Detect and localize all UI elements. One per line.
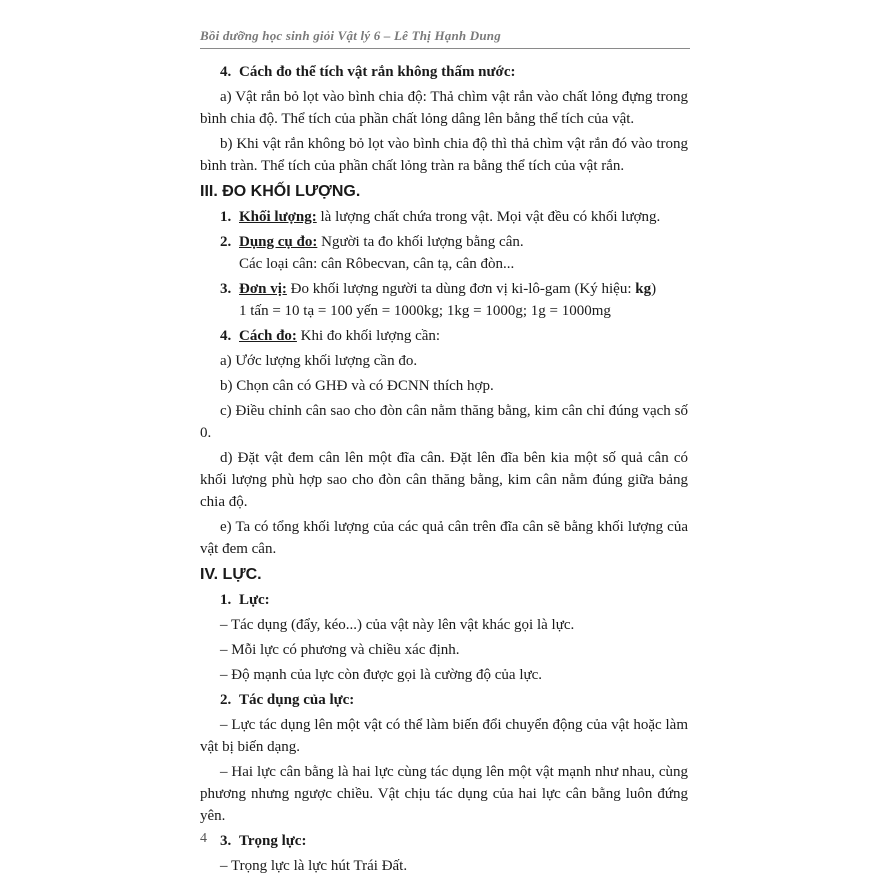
dash-item: – Mỗi lực có phương và chiều xác định. <box>220 642 460 658</box>
item-number: 1. <box>220 209 232 225</box>
item-3-unit <box>200 278 688 300</box>
dash-item: – Hai lực cân bằng là hai lực cùng tác dụng lên một vật mạnh như nhau, cùng phương nhưng ngược chiều. Vật chịu tác dụng của hai lực cân bằng luôn đứng yên. <box>200 764 688 824</box>
item-number: 3. <box>220 833 232 849</box>
paragraph-b: b) Khi vật rắn không bỏ lọt vào bình chia độ thì thả chìm vật rắn đó vào trong bình tràn. Thể tích của phần chất lỏng tràn ra bằng thể tích của vật rắn. <box>200 136 688 174</box>
item-label: Lực: <box>239 592 270 608</box>
item-1-force <box>200 589 688 611</box>
item-number: 4. <box>220 328 232 344</box>
item-label: Đơn vị: <box>239 281 287 297</box>
item-close: ) <box>651 281 657 297</box>
step-a: a) Ước lượng khối lượng cần đo. <box>220 353 418 369</box>
dash-item: – Trọng lực là lực hút Trái Đất. <box>220 858 408 874</box>
item-number: 1. <box>220 592 232 608</box>
item-label: Dụng cụ đo: <box>239 234 318 250</box>
item-label: Tác dụng của lực: <box>239 692 355 708</box>
running-header: Bồi dưỡng học sinh giỏi Vật lý 6 – Lê Thị Hạnh Dung <box>200 28 690 49</box>
step-c: c) Điều chỉnh cân sao cho đòn cân nằm thăng bằng, kim cân chỉ đúng vạch số 0. <box>200 403 688 441</box>
page-body <box>200 61 688 877</box>
item-number: 2. <box>220 692 232 708</box>
step-d: d) Đặt vật đem cân lên một đĩa cân. Đặt lên đĩa bên kia một số quả cân có khối lượng phù hợp sao cho đòn cân thăng bằng, kim cân nằm đúng giữa bảng chia độ. <box>200 450 688 510</box>
dash-item: – Lực tác dụng lên một vật có thể làm biến đổi chuyển động của vật hoặc làm vật bị biến dạng. <box>200 717 688 755</box>
step-b: b) Chọn cân có GHĐ và có ĐCNN thích hợp. <box>220 378 494 394</box>
section-heading-force: IV. LỰC. <box>200 566 262 583</box>
item-number: 4. <box>220 64 232 80</box>
item-number: 2. <box>220 234 232 250</box>
item-label: Trọng lực: <box>239 833 307 849</box>
item-2-continuation: Các loại cân: cân Rôbecvan, cân tạ, cân đòn... <box>239 256 515 272</box>
item-3-conversions: 1 tấn = 10 tạ = 100 yến = 1000kg; 1kg = 1000g; 1g = 1000mg <box>239 303 611 319</box>
step-e: e) Ta có tổng khối lượng của các quả cân trên đĩa cân sẽ bằng khối lượng của vật đem cân. <box>200 519 688 557</box>
dash-item: – Tác dụng (đẩy, kéo...) của vật này lên vật khác gọi là lực. <box>220 617 575 633</box>
item-number: 3. <box>220 281 232 297</box>
item-4-method <box>200 325 688 347</box>
page-number: 4 <box>200 831 207 846</box>
item-1-mass <box>200 206 688 228</box>
item-4-measure-volume <box>200 61 688 83</box>
item-label: Cách đo: <box>239 328 297 344</box>
item-3-gravity <box>200 830 688 852</box>
section-heading-mass: III. ĐO KHỐI LƯỢNG. <box>200 183 361 200</box>
paragraph-a: a) Vật rắn bỏ lọt vào bình chia độ: Thả chìm vật rắn vào chất lỏng đựng trong bình chia độ. Thể tích của phần chất lỏng dâng lên bằng thể tích của vật. <box>200 89 688 127</box>
item-text: Người ta đo khối lượng bằng cân. <box>317 234 524 250</box>
item-title: Cách đo thể tích vật rắn không thấm nước: <box>239 64 516 80</box>
unit-symbol: kg <box>635 281 652 297</box>
item-text: Đo khối lượng người ta dùng đơn vị ki-lô-gam (Ký hiệu: <box>286 281 636 297</box>
item-2-tools <box>200 231 688 253</box>
item-text: là lượng chất chứa trong vật. Mọi vật đều có khối lượng. <box>316 209 661 225</box>
dash-item: – Độ mạnh của lực còn được gọi là cường độ của lực. <box>220 667 543 683</box>
item-2-effect <box>200 689 688 711</box>
item-label: Khối lượng: <box>239 209 317 225</box>
item-text: Khi đo khối lượng cần: <box>296 328 441 344</box>
